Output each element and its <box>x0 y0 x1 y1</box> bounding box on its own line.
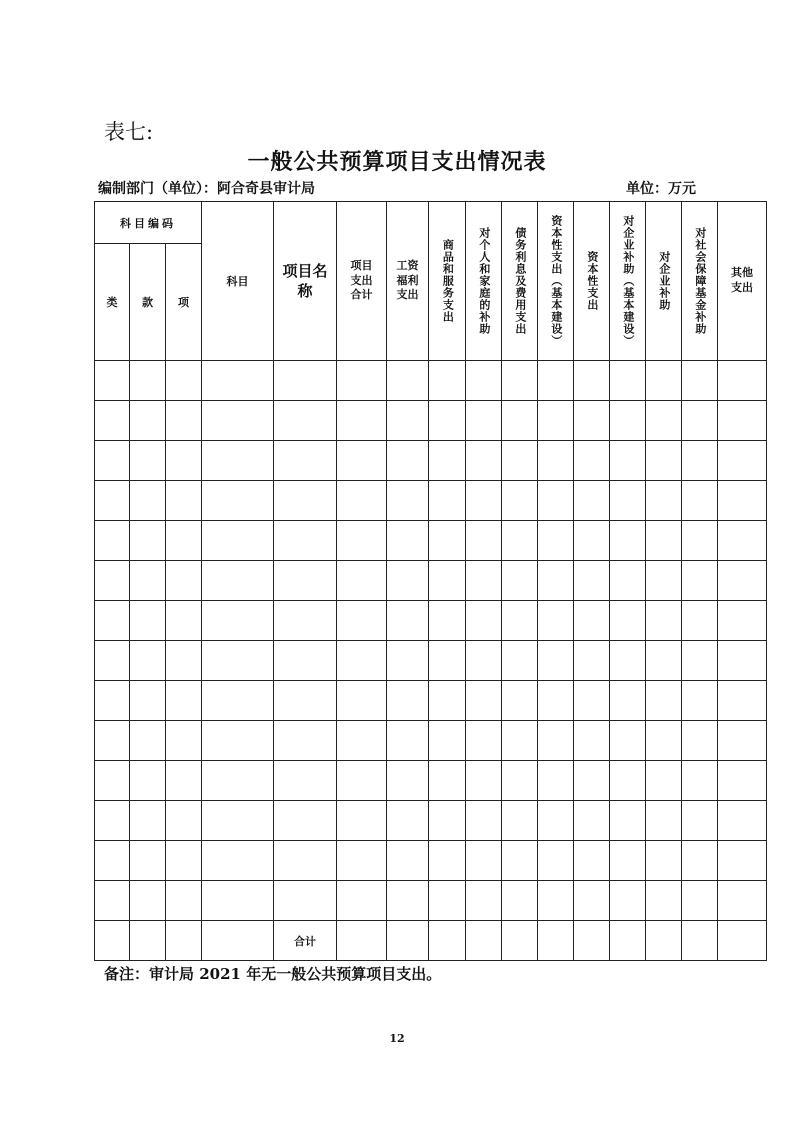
table-cell <box>538 641 574 681</box>
table-cell <box>574 721 610 761</box>
table-cell <box>337 761 387 801</box>
table-cell <box>682 801 718 841</box>
table-cell <box>95 721 130 761</box>
unit-label: 单位：万元 <box>626 181 696 197</box>
header-project-total-line3: 合计 <box>350 288 373 302</box>
table-cell <box>538 681 574 721</box>
table-cell <box>646 481 682 521</box>
header-project-total-line2: 支出 <box>350 273 373 287</box>
table-cell <box>646 361 682 401</box>
header-social-cell <box>682 202 718 361</box>
table-cell <box>682 881 718 921</box>
table-cell <box>466 921 502 961</box>
table-cell <box>429 601 466 641</box>
page-title: 一般公共预算项目支出情况表 <box>247 149 547 175</box>
table-row <box>95 401 767 441</box>
table-cell <box>387 841 429 881</box>
table-cell <box>95 401 130 441</box>
table-cell <box>387 801 429 841</box>
table-cell <box>718 761 767 801</box>
table-cell <box>610 641 646 681</box>
table-cell <box>610 841 646 881</box>
table-cell <box>166 601 202 641</box>
table-cell <box>202 441 274 481</box>
table-cell <box>682 721 718 761</box>
table-cell <box>274 481 337 521</box>
table-cell <box>502 601 538 641</box>
table-cell <box>682 401 718 441</box>
table-cell <box>610 361 646 401</box>
table-cell <box>95 481 130 521</box>
table-cell <box>274 361 337 401</box>
table-cell <box>646 641 682 681</box>
table-cell <box>429 561 466 601</box>
table-cell <box>610 521 646 561</box>
table-cell <box>337 361 387 401</box>
table-cell <box>502 761 538 801</box>
table-cell <box>502 561 538 601</box>
table-row <box>95 761 767 801</box>
table-cell <box>538 481 574 521</box>
table-cell <box>387 641 429 681</box>
table-cell <box>574 521 610 561</box>
header-project-name-line2: 称 <box>297 282 313 300</box>
table-cell <box>538 721 574 761</box>
table-cell <box>166 481 202 521</box>
table-cell <box>274 561 337 601</box>
table-cell <box>95 681 130 721</box>
table-cell <box>538 761 574 801</box>
table-row <box>95 601 767 641</box>
table-cell <box>202 681 274 721</box>
table-cell <box>646 521 682 561</box>
header-wage <box>387 202 429 361</box>
header-wage-line3: 支出 <box>396 288 419 302</box>
table-cell <box>502 881 538 921</box>
table-cell <box>202 801 274 841</box>
department-label: 编制部门（单位）：阿合奇县审计局 <box>98 181 315 197</box>
table-cell <box>387 481 429 521</box>
header-other <box>718 202 767 361</box>
table-cell <box>130 641 166 681</box>
table-cell <box>337 881 387 921</box>
table-cell <box>202 521 274 561</box>
header-wage-line1: 工资 <box>396 258 419 272</box>
table-cell <box>429 481 466 521</box>
header-enterprise: 对企业补助 <box>657 251 671 311</box>
table-cell <box>95 521 130 561</box>
table-cell <box>429 361 466 401</box>
table-cell <box>610 561 646 601</box>
table-cell <box>718 601 767 641</box>
header-enterprise-cell <box>646 202 682 361</box>
table-cell <box>274 521 337 561</box>
table-cell <box>95 441 130 481</box>
table-cell <box>202 641 274 681</box>
table-cell <box>574 761 610 801</box>
table-cell <box>718 641 767 681</box>
table-cell <box>337 801 387 841</box>
table-cell <box>502 841 538 881</box>
table-cell <box>502 481 538 521</box>
table-cell <box>166 881 202 921</box>
table-cell <box>574 561 610 601</box>
table-cell <box>466 441 502 481</box>
table-cell <box>337 841 387 881</box>
table-cell <box>95 361 130 401</box>
table-cell <box>538 601 574 641</box>
header-enterprise-basic-cell <box>610 202 646 361</box>
table-cell <box>718 681 767 721</box>
table-row <box>95 481 767 521</box>
table-cell <box>538 441 574 481</box>
table-cell <box>610 801 646 841</box>
table-cell <box>682 441 718 481</box>
header-code-group: 科目编码 <box>95 202 202 244</box>
header-project-name <box>274 202 337 361</box>
header-other-line2: 支出 <box>731 281 753 294</box>
header-debt: 债务利息及费用支出 <box>513 227 527 335</box>
table-cell <box>337 481 387 521</box>
table-cell <box>337 441 387 481</box>
table-cell <box>682 641 718 681</box>
table-cell <box>610 721 646 761</box>
table-cell <box>130 921 166 961</box>
table-cell <box>130 601 166 641</box>
table-cell <box>387 561 429 601</box>
header-wage-line2: 福利 <box>396 273 419 287</box>
header-project-total-line1: 项目 <box>350 258 373 272</box>
table-cell <box>166 681 202 721</box>
table-cell <box>502 921 538 961</box>
table-cell <box>682 521 718 561</box>
table-cell <box>387 721 429 761</box>
table-cell <box>95 801 130 841</box>
table-cell <box>646 601 682 641</box>
table-cell <box>95 881 130 921</box>
table-cell <box>574 841 610 881</box>
table-cell <box>538 841 574 881</box>
table-cell <box>502 641 538 681</box>
table-cell <box>429 841 466 881</box>
table-cell <box>502 441 538 481</box>
table-cell <box>610 441 646 481</box>
header-capital: 资本性支出 <box>585 251 599 311</box>
table-row <box>95 881 767 921</box>
table-cell <box>274 721 337 761</box>
table-cell <box>166 561 202 601</box>
header-kuan: 款 <box>130 244 166 361</box>
table-cell <box>95 841 130 881</box>
table-cell <box>682 761 718 801</box>
table-cell <box>610 921 646 961</box>
table-cell <box>466 721 502 761</box>
total-row <box>95 921 767 961</box>
table-cell <box>429 441 466 481</box>
table-cell <box>429 641 466 681</box>
table-number-label: 表七: <box>104 120 154 144</box>
page-number: 12 <box>389 1032 405 1045</box>
table-cell <box>337 721 387 761</box>
table-cell <box>682 841 718 881</box>
header-goods: 商品和服务支出 <box>441 239 455 323</box>
table-cell <box>274 681 337 721</box>
table-cell <box>337 401 387 441</box>
header-project-name-line1: 项目名 <box>282 261 328 280</box>
table-cell <box>574 481 610 521</box>
table-cell <box>502 721 538 761</box>
table-cell <box>274 841 337 881</box>
table-cell <box>538 801 574 841</box>
table-cell <box>610 401 646 441</box>
table-cell <box>202 561 274 601</box>
table-cell <box>429 801 466 841</box>
table-cell <box>718 721 767 761</box>
table-cell <box>274 761 337 801</box>
table-cell <box>646 681 682 721</box>
table-cell <box>646 841 682 881</box>
table-cell <box>166 441 202 481</box>
table-cell <box>574 881 610 921</box>
footnote: 备注：审计局 2021 年无一般公共预算项目支出。 <box>104 965 442 983</box>
budget-table <box>94 201 767 961</box>
table-cell <box>166 841 202 881</box>
table-cell <box>95 641 130 681</box>
table-cell <box>610 681 646 721</box>
table-row <box>95 441 767 481</box>
total-label: 合计 <box>274 921 337 961</box>
table-cell <box>337 921 387 961</box>
header-project-total <box>337 202 387 361</box>
table-cell <box>718 481 767 521</box>
table-cell <box>130 801 166 841</box>
table-cell <box>574 801 610 841</box>
table-cell <box>130 881 166 921</box>
table-cell <box>466 601 502 641</box>
table-cell <box>502 801 538 841</box>
table-cell <box>429 401 466 441</box>
table-cell <box>130 721 166 761</box>
table-cell <box>646 881 682 921</box>
header-social: 对社会保障基金补助 <box>693 227 707 335</box>
table-cell <box>538 361 574 401</box>
table-cell <box>337 521 387 561</box>
table-cell <box>610 761 646 801</box>
table-cell <box>274 401 337 441</box>
table-cell <box>574 641 610 681</box>
table-cell <box>718 881 767 921</box>
header-lei: 类 <box>95 244 130 361</box>
table-cell <box>610 881 646 921</box>
table-cell <box>130 361 166 401</box>
table-cell <box>202 361 274 401</box>
table-cell <box>202 721 274 761</box>
table-cell <box>429 521 466 561</box>
table-cell <box>387 361 429 401</box>
header-other-line1: 其他 <box>731 266 753 280</box>
table-cell <box>574 681 610 721</box>
table-cell <box>429 761 466 801</box>
table-cell <box>274 441 337 481</box>
table-cell <box>274 641 337 681</box>
table-cell <box>387 881 429 921</box>
table-cell <box>166 641 202 681</box>
table-cell <box>682 361 718 401</box>
table-cell <box>466 521 502 561</box>
table-cell <box>130 441 166 481</box>
table-cell <box>130 561 166 601</box>
table-cell <box>95 921 130 961</box>
table-cell <box>337 561 387 601</box>
header-goods-cell <box>429 202 466 361</box>
table-cell <box>466 881 502 921</box>
table-cell <box>202 881 274 921</box>
table-cell <box>274 881 337 921</box>
table-cell <box>646 801 682 841</box>
table-cell <box>429 881 466 921</box>
table-cell <box>646 761 682 801</box>
table-row <box>95 561 767 601</box>
table-cell <box>166 721 202 761</box>
table-cell <box>202 601 274 641</box>
table-cell <box>166 401 202 441</box>
table-cell <box>429 921 466 961</box>
table-cell <box>718 561 767 601</box>
table-cell <box>274 601 337 641</box>
table-cell <box>95 601 130 641</box>
table-cell <box>202 481 274 521</box>
table-cell <box>95 561 130 601</box>
table-cell <box>502 361 538 401</box>
table-cell <box>574 601 610 641</box>
table-cell <box>646 401 682 441</box>
table-cell <box>502 521 538 561</box>
table-cell <box>466 641 502 681</box>
table-cell <box>718 801 767 841</box>
header-xiang: 项 <box>166 244 202 361</box>
table-cell <box>387 441 429 481</box>
table-cell <box>130 761 166 801</box>
table-cell <box>466 481 502 521</box>
table-cell <box>337 601 387 641</box>
table-cell <box>130 401 166 441</box>
table-cell <box>387 601 429 641</box>
table-cell <box>466 561 502 601</box>
table-cell <box>466 801 502 841</box>
header-row-1 <box>95 202 767 244</box>
table-row <box>95 641 767 681</box>
table-cell <box>718 401 767 441</box>
table-cell <box>429 721 466 761</box>
table-cell <box>130 841 166 881</box>
table-cell <box>166 361 202 401</box>
table-cell <box>387 681 429 721</box>
table-cell <box>202 761 274 801</box>
table-cell <box>387 761 429 801</box>
table-cell <box>538 401 574 441</box>
table-cell <box>466 841 502 881</box>
header-capital-basic: 资本性支出（基本建设） <box>549 215 563 347</box>
table-cell <box>718 361 767 401</box>
table-cell <box>166 801 202 841</box>
table-row <box>95 361 767 401</box>
table-cell <box>538 561 574 601</box>
table-cell <box>202 921 274 961</box>
table-cell <box>387 921 429 961</box>
table-cell <box>574 921 610 961</box>
table-cell <box>95 761 130 801</box>
table-cell <box>574 401 610 441</box>
header-capital-cell <box>574 202 610 361</box>
table-cell <box>166 521 202 561</box>
header-kemu: 科目 <box>202 202 274 361</box>
table-cell <box>387 401 429 441</box>
table-cell <box>682 601 718 641</box>
table-cell <box>718 521 767 561</box>
header-personal-cell <box>466 202 502 361</box>
table-cell <box>337 641 387 681</box>
table-cell <box>202 841 274 881</box>
table-cell <box>466 761 502 801</box>
table-cell <box>574 361 610 401</box>
table-cell <box>682 481 718 521</box>
table-cell <box>646 921 682 961</box>
table-cell <box>274 801 337 841</box>
table-cell <box>337 681 387 721</box>
table-cell <box>574 441 610 481</box>
header-enterprise-basic: 对企业补助（基本建设） <box>621 215 635 347</box>
table-cell <box>718 921 767 961</box>
header-capital-basic-cell <box>538 202 574 361</box>
table-cell <box>538 881 574 921</box>
table-row <box>95 721 767 761</box>
table-cell <box>646 561 682 601</box>
header-debt-cell <box>502 202 538 361</box>
table-row <box>95 841 767 881</box>
table-cell <box>682 561 718 601</box>
table-cell <box>610 601 646 641</box>
table-cell <box>610 481 646 521</box>
table-row <box>95 521 767 561</box>
table-cell <box>646 441 682 481</box>
table-cell <box>130 521 166 561</box>
table-cell <box>429 681 466 721</box>
table-cell <box>166 921 202 961</box>
table-cell <box>387 521 429 561</box>
table-cell <box>538 921 574 961</box>
table-cell <box>130 481 166 521</box>
table-cell <box>682 921 718 961</box>
table-cell <box>646 721 682 761</box>
table-cell <box>166 761 202 801</box>
table-cell <box>466 681 502 721</box>
table-row <box>95 681 767 721</box>
table-cell <box>538 521 574 561</box>
table-cell <box>466 361 502 401</box>
table-cell <box>466 401 502 441</box>
table-cell <box>682 681 718 721</box>
table-cell <box>202 401 274 441</box>
table-cell <box>718 441 767 481</box>
table-cell <box>130 681 166 721</box>
table-row <box>95 801 767 841</box>
table-cell <box>502 401 538 441</box>
table-cell <box>718 841 767 881</box>
table-cell <box>502 681 538 721</box>
header-personal: 对个人和家庭的补助 <box>477 227 491 335</box>
